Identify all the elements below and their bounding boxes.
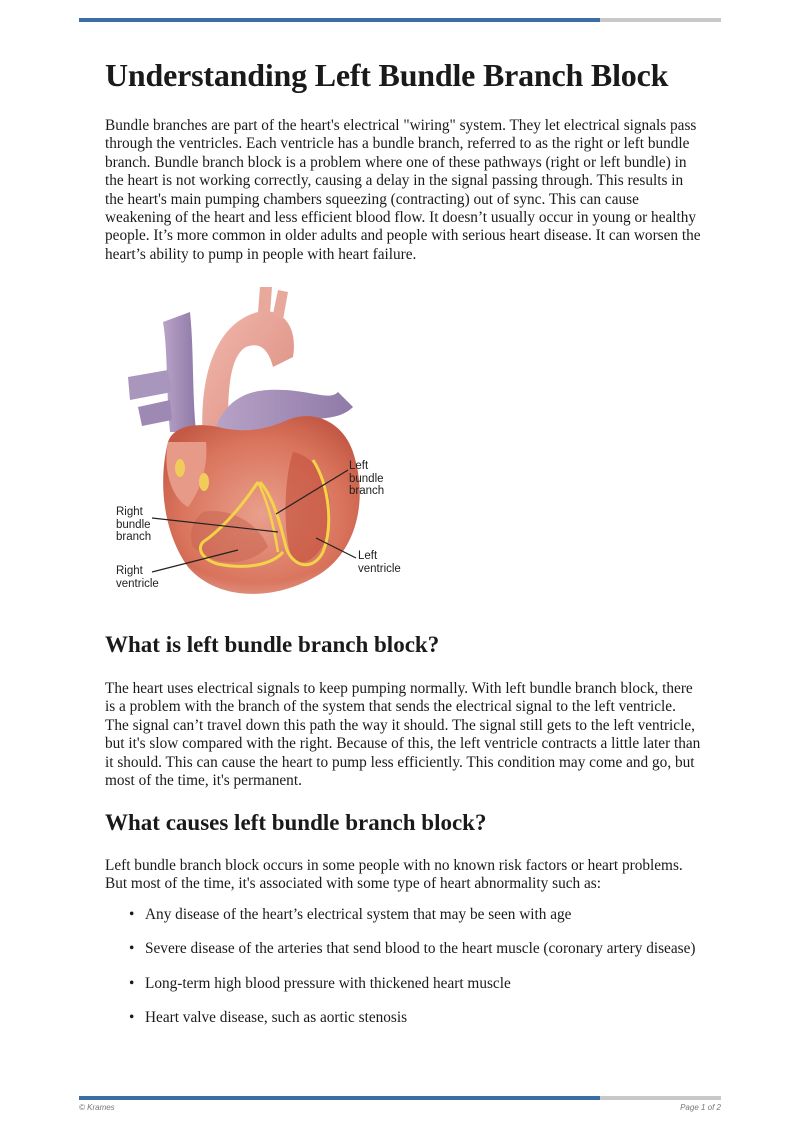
bullet: • — [129, 1009, 135, 1027]
label-line: ventricle — [116, 577, 159, 590]
footer-copyright: © Krames — [79, 1103, 115, 1112]
bullet: • — [129, 974, 135, 992]
bullet: • — [129, 940, 135, 958]
label-left-bundle-branch — [349, 460, 384, 498]
label-line: branch — [349, 485, 385, 497]
footer-progress-bar — [79, 1096, 721, 1100]
list-item-text: Any disease of the heart’s electrical system that may be seen with age — [145, 906, 572, 923]
causes-list — [105, 906, 701, 1044]
header-progress-bar — [79, 18, 721, 22]
footer-bar-fill — [79, 1096, 600, 1100]
label-line: Left — [358, 550, 378, 562]
list-item — [105, 1009, 701, 1027]
footer-page-number: Page 1 of 2 — [680, 1103, 721, 1112]
label-line: Right — [116, 565, 143, 577]
section-body-what-is: The heart uses electrical signals to keep pumping normally. With left bundle branch block, there is a problem with the branch of the system that sends the electrical signal to the left ventricle. The signal can’t travel down this path the way it should. The signal still gets to the left ventricle, but it's slow compared with the right. Because of this, the left ventricle contracts a little later than it should. This can cause the heart to pump less efficiently. This condition may come and go, but most of the time, it's permanent. — [105, 680, 701, 790]
bullet: • — [129, 906, 135, 923]
header-bar-fill — [79, 18, 600, 22]
label-left-ventricle — [358, 550, 401, 575]
list-item-text: Long-term high blood pressure with thickened heart muscle — [145, 974, 511, 992]
section-heading-what-is: What is left bundle branch block? — [105, 632, 440, 657]
page-title: Understanding Left Bundle Branch Block — [105, 57, 669, 93]
label-line: Left — [349, 460, 369, 472]
section-heading-causes: What causes left bundle branch block? — [105, 810, 487, 835]
list-item — [105, 940, 701, 958]
label-line: Right — [116, 506, 143, 518]
heart-illustration — [108, 282, 408, 607]
intro-paragraph: Bundle branches are part of the heart's electrical "wiring" system. They let electrical signals pass through the ventricles. Each ventricle has a bundle branch, referred to as the right or left bundle branch. Bundle branch block is a problem where one of these pathways (right or left bundle) in the heart is not working correctly, causing a delay in the signal passing through. This results in the heart's main pumping chambers squeezing (contracting) out of sync. This can cause weakening of the heart and less efficient blood flow. It doesn’t usually occur in young or healthy people. It’s more common in older adults and people with serious heart disease. It can worsen the heart’s ability to pump in people with heart failure. — [105, 117, 701, 263]
list-item — [105, 906, 701, 924]
list-item-text: Heart valve disease, such as aortic stenosis — [145, 1009, 408, 1027]
list-item — [105, 975, 701, 993]
section-body-causes: Left bundle branch block occurs in some people with no known risk factors or heart problems. But most of the time, it's associated with some type of heart abnormality such as: — [105, 857, 683, 893]
label-line: branch — [116, 531, 152, 543]
label-right-ventricle — [116, 565, 159, 590]
label-line: bundle — [349, 472, 384, 485]
label-right-bundle-branch — [116, 506, 151, 544]
label-line: ventricle — [358, 562, 401, 575]
label-line: bundle — [116, 518, 151, 531]
list-item-text: Severe disease of the arteries that send blood to the heart muscle (coronary artery disease) — [145, 940, 696, 958]
